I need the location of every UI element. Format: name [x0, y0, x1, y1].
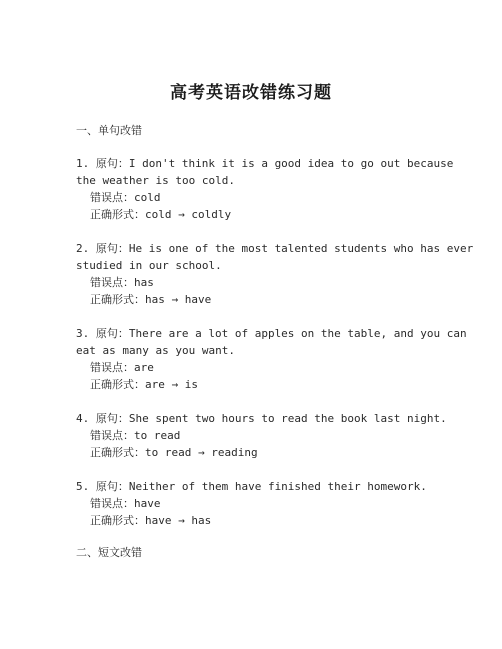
item-3-original-line-2: eat as many as you want.: [76, 344, 235, 357]
item-2-original-line-1: 2. 原句：He is one of the most talented students who has ever: [76, 242, 474, 255]
section-heading-passage: 二、短文改错: [76, 546, 142, 559]
item-4-error-point: 错误点：to read: [90, 429, 181, 442]
item-1-original-line-1: 1. 原句：I don't think it is a good idea to go out because: [76, 157, 454, 170]
item-3-correct-form: 正确形式：are → is: [90, 378, 198, 391]
item-1-original-line-2: the weather is too cold.: [76, 174, 235, 187]
item-1-error-point: 错误点：cold: [90, 191, 161, 204]
item-2-correct-form: 正确形式：has → have: [90, 293, 212, 306]
item-5-correct-form: 正确形式：have → has: [90, 514, 212, 527]
item-1-correct-form: 正确形式：cold → coldly: [90, 208, 232, 221]
item-2-original-line-2: studied in our school.: [76, 259, 222, 272]
item-5-original-line-1: 5. 原句：Neither of them have finished their homework.: [76, 480, 427, 493]
item-3-original-line-1: 3. 原句：There are a lot of apples on the table, and you can: [76, 327, 467, 340]
item-5-error-point: 错误点：have: [90, 497, 161, 510]
item-4-original-line-1: 4. 原句：She spent two hours to read the book last night.: [76, 412, 447, 425]
item-2-error-point: 错误点：has: [90, 276, 154, 289]
item-3-error-point: 错误点：are: [90, 361, 154, 374]
item-4-correct-form: 正确形式：to read → reading: [90, 446, 258, 459]
section-heading-single-sentence: 一、单句改错: [76, 124, 142, 137]
page-title: 高考英语改错练习题: [170, 83, 332, 103]
